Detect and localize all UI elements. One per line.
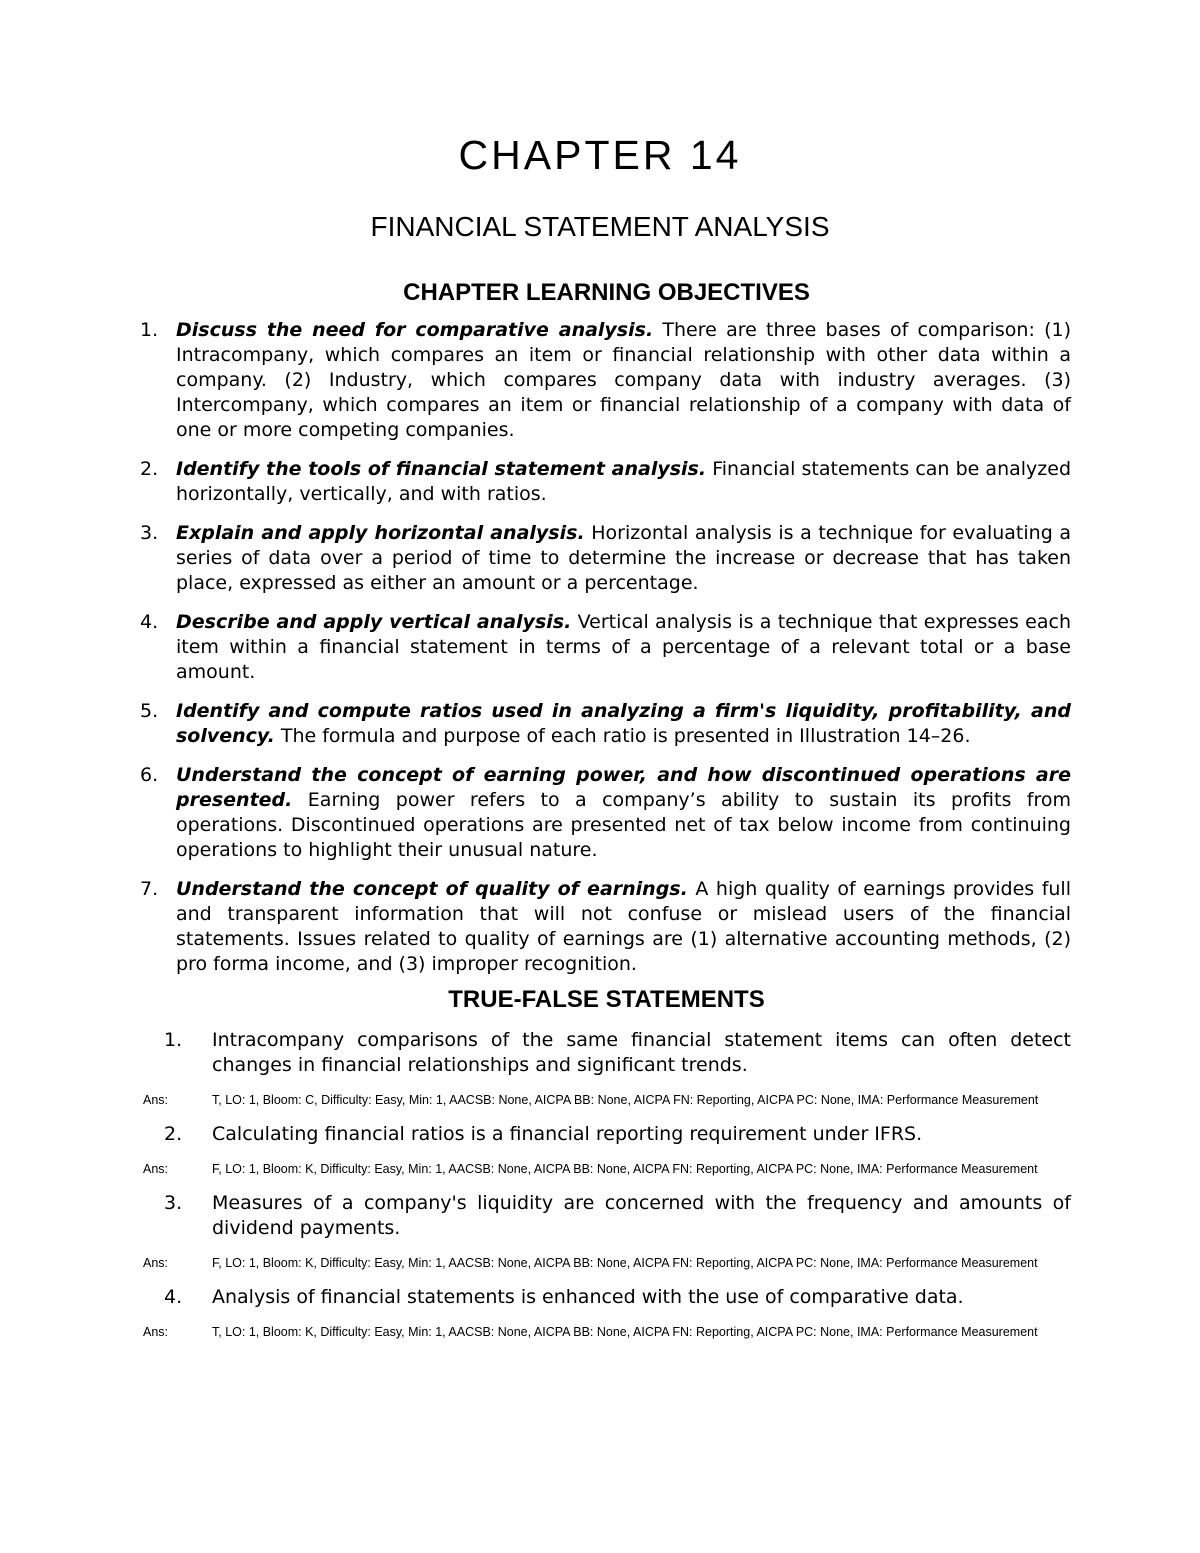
- objective-item: [140, 521, 1071, 596]
- answer-metadata: [143, 1092, 1071, 1108]
- objective-number: 4.: [140, 611, 159, 633]
- objective-lead: Explain and apply horizontal analysis.: [176, 522, 585, 544]
- objective-lead: Describe and apply vertical analysis.: [176, 611, 572, 633]
- true-false-question: [164, 1191, 1071, 1241]
- question-number: 1.: [164, 1029, 183, 1051]
- answer-text: F, LO: 1, Bloom: K, Difficulty: Easy, Min: 1, AACSB: None, AICPA BB: None, AICPA FN: Reporting, AICPA PC: None, IMA: Performance Measurement: [212, 1256, 1038, 1270]
- objective-lead: Identify the tools of financial statement analysis.: [176, 458, 707, 480]
- objective-text: Earning power refers to a company’s ability to sustain its profits from operations. Discontinued operations are presented net of tax below income from continuing operations to highlight their unusual nature.: [176, 789, 1071, 861]
- objective-number: 1.: [140, 319, 159, 341]
- answer-text: T, LO: 1, Bloom: C, Difficulty: Easy, Min: 1, AACSB: None, AICPA BB: None, AICPA FN: Reporting, AICPA PC: None, IMA: Performance Measurement: [212, 1093, 1039, 1107]
- objective-lead: Discuss the need for comparative analysis.: [176, 319, 654, 341]
- objective-lead: Identify and compute ratios used in analyzing a firm's liquidity, profitability, and solvency.: [176, 700, 1071, 747]
- chapter-title: CHAPTER 14: [458, 132, 742, 178]
- true-false-heading: TRUE-FALSE STATEMENTS: [448, 986, 765, 1013]
- question-text: Analysis of financial statements is enhanced with the use of comparative data.: [212, 1286, 964, 1308]
- objective-number: 2.: [140, 458, 159, 480]
- chapter-subtitle: FINANCIAL STATEMENT ANALYSIS: [370, 211, 830, 242]
- question-number: 2.: [164, 1123, 183, 1145]
- question-number: 3.: [164, 1192, 183, 1214]
- answer-label: Ans:: [143, 1162, 169, 1176]
- objective-number: 6.: [140, 764, 159, 786]
- answer-label: Ans:: [143, 1093, 169, 1107]
- objective-text: The formula and purpose of each ratio is presented in Illustration 14–26.: [274, 725, 971, 747]
- objective-item: [140, 877, 1071, 977]
- question-text: Measures of a company's liquidity are concerned with the frequency and amounts of dividend payments.: [212, 1192, 1071, 1239]
- true-false-question: [164, 1122, 1071, 1147]
- objective-text: There are three bases of comparison: (1) Intracompany, which compares an item or financial relationship with other data within a company. (2) Industry, which compares company data with industry averages. (3) Intercompany, which compares an item or financial relationship of a company with data of one or more competing companies.: [176, 319, 1072, 441]
- objective-item: [140, 610, 1071, 685]
- answer-metadata: [143, 1324, 1071, 1340]
- answer-text: T, LO: 1, Bloom: K, Difficulty: Easy, Min: 1, AACSB: None, AICPA BB: None, AICPA FN: Reporting, AICPA PC: None, IMA: Performance Measurement: [212, 1325, 1038, 1339]
- true-false-question: [164, 1285, 1071, 1310]
- objective-item: [140, 699, 1071, 749]
- true-false-question: [164, 1028, 1071, 1078]
- objectives-list: [0, 318, 1200, 991]
- objective-text: Horizontal analysis is a technique for evaluating a series of data over a period of time to determine the increase or decrease that has taken place, expressed as either an amount or a percentage.: [176, 522, 1071, 594]
- objective-item: [140, 763, 1071, 863]
- question-text: Intracompany comparisons of the same financial statement items can often detect changes in financial relationships and significant trends.: [212, 1029, 1071, 1076]
- objectives-heading: CHAPTER LEARNING OBJECTIVES: [403, 279, 810, 306]
- objective-item: [140, 457, 1072, 507]
- answer-label: Ans:: [143, 1256, 169, 1270]
- objective-number: 7.: [140, 878, 159, 900]
- objective-number: 5.: [140, 700, 159, 722]
- true-false-list: [0, 1028, 1200, 1354]
- question-number: 4.: [164, 1286, 183, 1308]
- objective-text: Financial statements can be analyzed horizontally, vertically, and with ratios.: [176, 458, 1072, 505]
- objective-item: [140, 318, 1072, 443]
- answer-label: Ans:: [143, 1325, 169, 1339]
- answer-text: F, LO: 1, Bloom: K, Difficulty: Easy, Min: 1, AACSB: None, AICPA BB: None, AICPA FN: Reporting, AICPA PC: None, IMA: Performance Measurement: [212, 1162, 1038, 1176]
- objective-text: Vertical analysis is a technique that expresses each item within a financial statement in terms of a percentage of a relevant total or a base amount.: [176, 611, 1071, 683]
- answer-metadata: [143, 1255, 1071, 1271]
- objective-text: A high quality of earnings provides full and transparent information that will not confuse or mislead users of the financial statements. Issues related to quality of earnings are (1) alternative accounting methods, (2) pro forma income, and (3) improper recognition.: [176, 878, 1071, 975]
- objective-number: 3.: [140, 522, 159, 544]
- objective-lead: Understand the concept of earning power, and how discontinued operations are presented.: [176, 764, 1071, 811]
- answer-metadata: [143, 1161, 1071, 1177]
- question-text: Calculating financial ratios is a financial reporting requirement under IFRS.: [212, 1123, 923, 1145]
- objective-lead: Understand the concept of quality of earnings.: [176, 878, 688, 900]
